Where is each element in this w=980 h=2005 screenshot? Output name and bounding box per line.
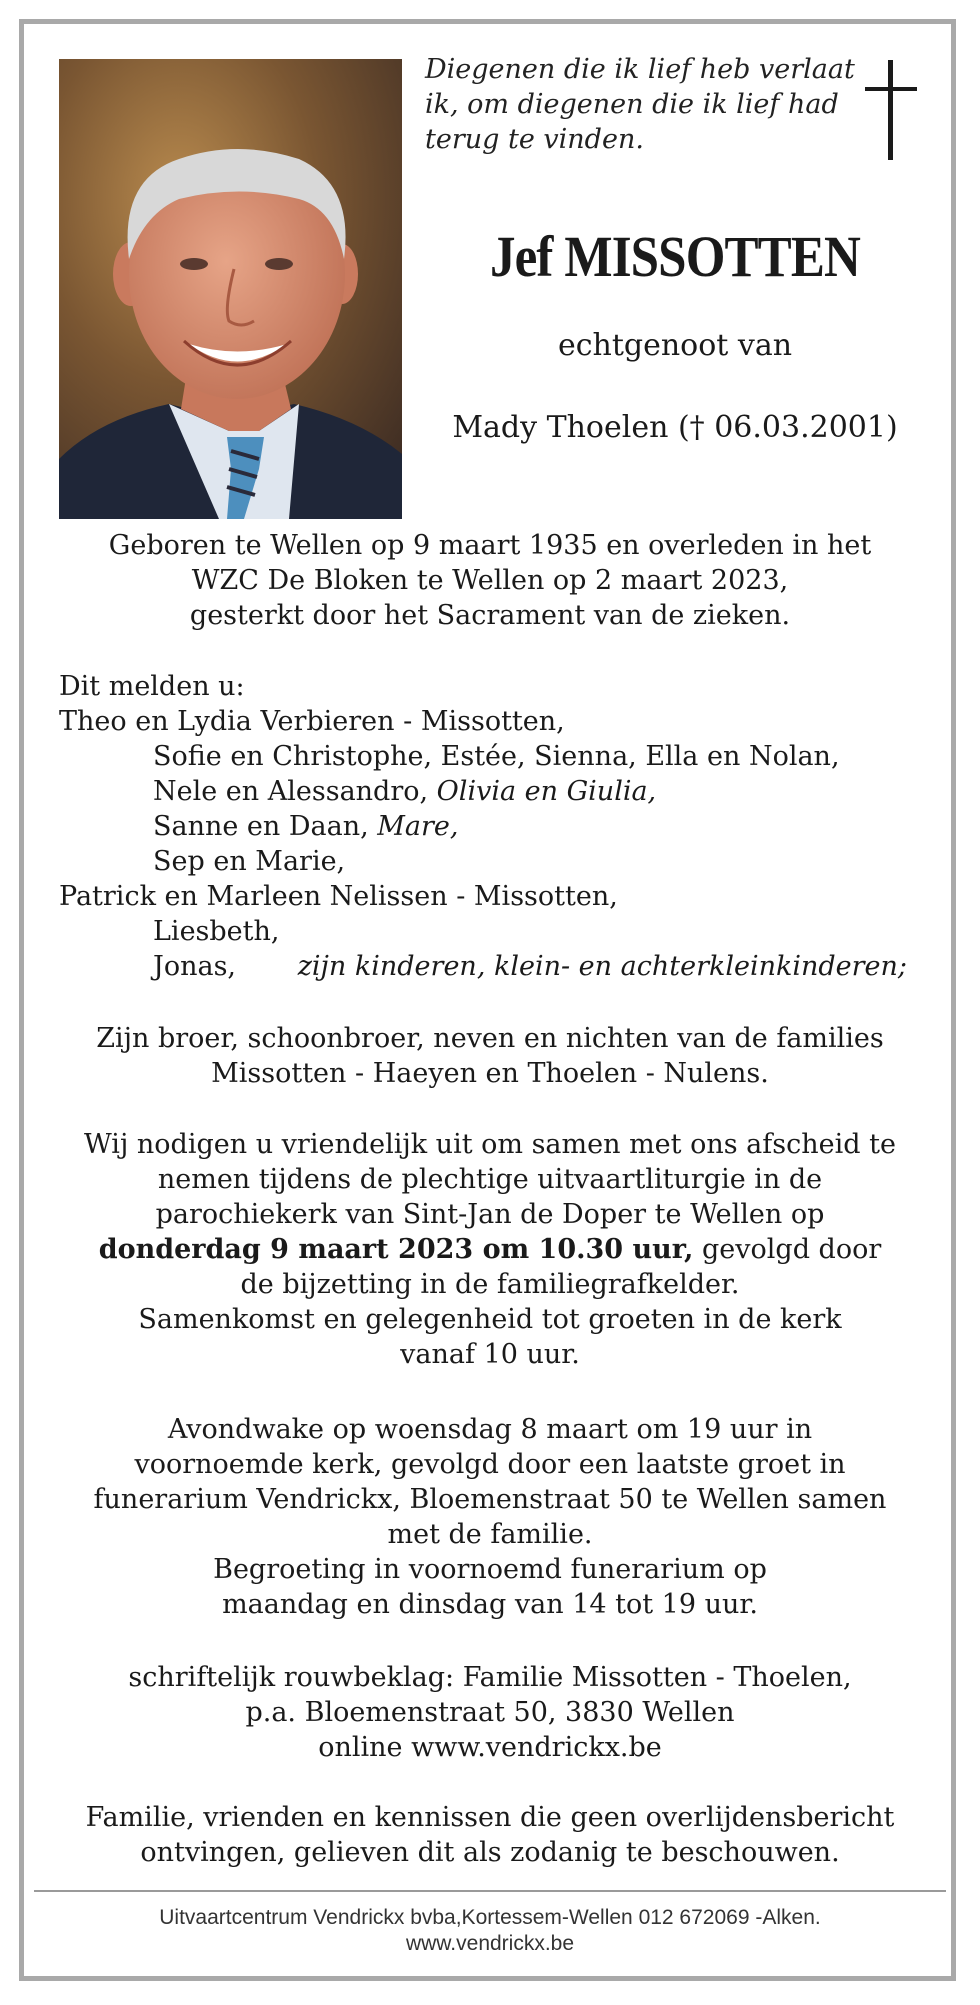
family-line [59,774,919,809]
text-line: Wij nodigen u vriendelijk uit om samen met ons afscheid te [84,1129,896,1160]
family-intro: Dit melden u: [59,671,245,702]
text-line: Avondwake op woensdag 8 maart om 19 uur in [167,1414,813,1445]
family-line: Sep en Marie, [153,846,346,877]
text-line: p.a. Bloemenstraat 50, 3830 Wellen [245,1697,735,1728]
wake-block [52,1412,928,1622]
footer-website: www.vendrickx.be [405,1932,575,1955]
text-line: Zijn broer, schoonbroer, neven en nichten van de families [96,1023,884,1054]
relatives-block [52,1021,928,1091]
text-line: Missotten - Haeyen en Thoelen - Nulens. [211,1058,769,1089]
text-line: nemen tijdens de plechtige uitvaartliturgie in de [157,1164,823,1195]
text-line [52,1232,928,1267]
family-line [59,949,919,984]
family-names: Nele en Alessandro, [153,776,437,807]
family-line: Theo en Lydia Verbieren - Missotten, [59,706,565,737]
quote-line: ik, om diegenen die ik lief had [425,89,839,120]
text-line: maandag en dinsdag van 14 tot 19 uur. [222,1589,758,1620]
funeral-block [52,1127,928,1372]
family-line [59,809,919,844]
footer-line: Uitvaartcentrum Vendrickx bvba,Kortessem-Wellen 012 672069 -Alken. [159,1906,821,1929]
text-line: WZC De Bloken te Wellen op 2 maart 2023, [191,565,789,596]
text-line: met de familie. [387,1519,593,1550]
family-line: Liesbeth, [153,916,280,947]
funeral-date-rest: gevolgd door [693,1234,882,1265]
text-line: funerarium Vendrickx, Bloemenstraat 50 te Wellen samen [93,1484,887,1515]
great-grandchildren: Olivia en Giulia, [436,776,657,807]
cross-icon [865,60,917,160]
condolences-block [52,1660,928,1765]
text-line: ontvingen, gelieven dit als zodanig te beschouwen. [140,1837,840,1868]
family-names: Sanne en Daan, [153,811,378,842]
text-line: parochiekerk van Sint-Jan de Doper te Wellen op [155,1199,825,1230]
text-line: schriftelijk rouwbeklag: Familie Missotten - Thoelen, [128,1662,852,1693]
family-names: Jonas, [153,951,237,982]
portrait-photo [59,59,402,519]
text-line: voornoemde kerk, gevolgd door een laatste groet in [134,1449,846,1480]
portrait-image [59,59,402,519]
text-line: de bijzetting in de familiegrafkelder. [240,1269,740,1300]
text-line: Geboren te Wellen op 9 maart 1935 en overleden in het [108,530,872,561]
footer [34,1905,946,1957]
family-block [59,669,919,984]
memorial-quote [425,52,855,157]
deceased-name: Jef MISSOTTEN [489,224,860,289]
funeral-date: donderdag 9 maart 2023 om 10.30 uur, [98,1234,694,1265]
text-line: Familie, vrienden en kennissen die geen overlijdensbericht [85,1802,895,1833]
family-line: Patrick en Marleen Nelissen - Missotten, [59,881,618,912]
family-line: Sofie en Christophe, Estée, Sienna, Ella en Nolan, [153,741,840,772]
text-line: Samenkomst en gelegenheid tot groeten in de kerk [138,1304,842,1335]
spouse-intro: echtgenoot van [557,328,793,363]
closing-block [52,1800,928,1870]
text-line: Begroeting in voornoemd funerarium op [213,1554,767,1585]
text-line: gesterkt door het Sacrament van de zieken. [189,600,791,631]
quote-line: Diegenen die ik lief heb verlaat [425,54,855,85]
footer-divider [34,1890,946,1892]
birth-death-block [52,528,928,633]
great-grandchildren: Mare, [377,811,459,842]
quote-line: terug te vinden. [425,124,644,155]
text-line: vanaf 10 uur. [400,1339,580,1370]
text-line: online www.vendrickx.be [318,1732,662,1763]
spouse-name: Mady Thoelen († 06.03.2001) [452,410,898,445]
family-relation: zijn kinderen, klein- en achterkleinkinderen; [297,951,907,982]
